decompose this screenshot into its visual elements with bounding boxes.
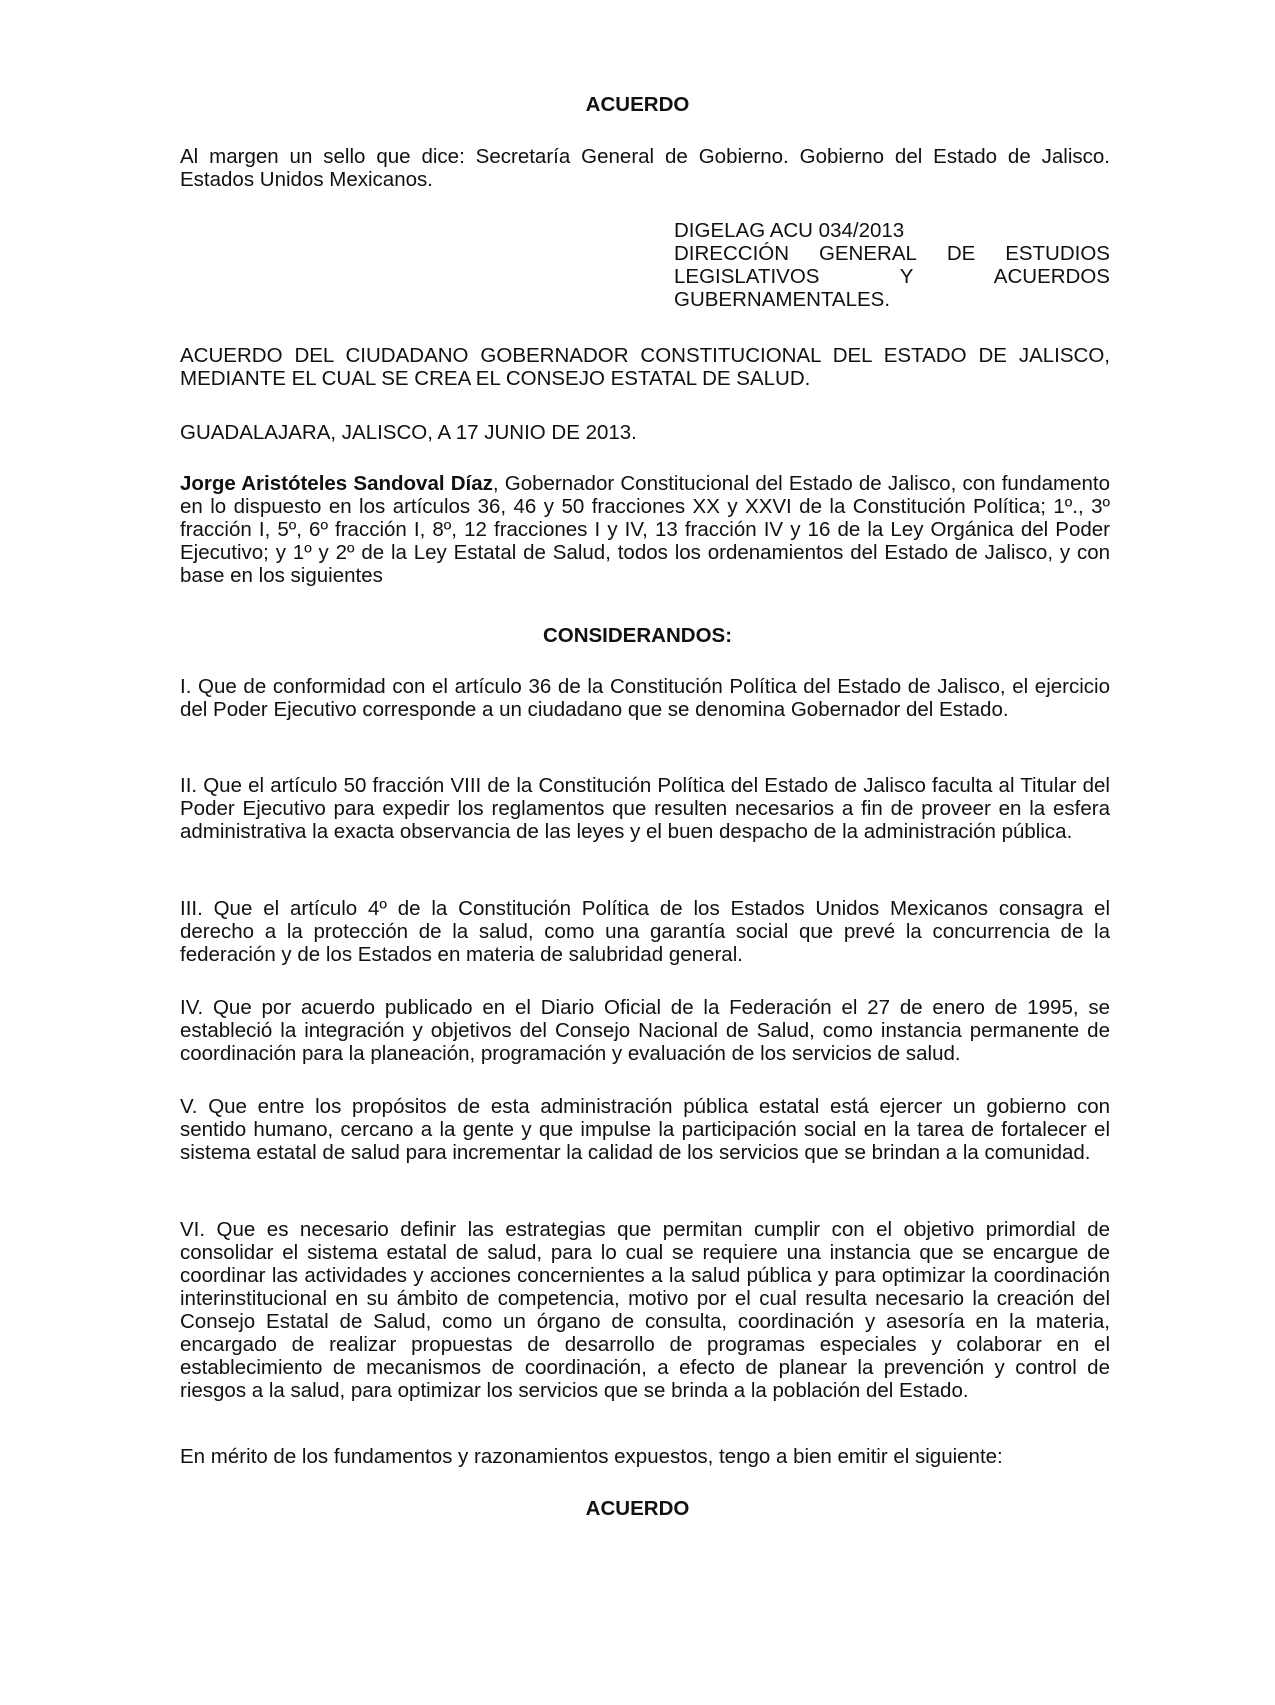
preamble-text: , Gobernador Constitucional del Estado de Jalisco, con fundamento en lo dispuesto en los artículos 36, 46 y 50 fracciones XX y XXVI de la Constitución Política; 1º., 3º fracción I, 5º, 6º fracción I, 8º, 12 fracciones I y IV, 13 fracción IV y 16 de la Ley Orgánica del Poder Ejecutivo; y 1º y 2º de la Ley Estatal de Salud, todos los ordenamientos del Estado de Jalisco, y con base en los siguientes (180, 472, 1110, 587)
reference-line-2: DIRECCIÓN GENERAL DE ESTUDIOS (674, 242, 1110, 265)
heading-acuerdo-bottom: ACUERDO (585, 1497, 690, 1520)
reference-line-4: GUBERNAMENTALES. (674, 288, 891, 311)
considerando-2: II. Que el artículo 50 fracción VIII de la Constitución Política del Estado de Jalisco faculta al Titular del Poder Ejecutivo para expedir los reglamentos que resulten necesarios a fin de proveer en la esfera administrativa la exacta observancia de las leyes y el buen despacho de la administración pública. (180, 774, 1110, 843)
reference-line-3: LEGISLATIVOS Y ACUERDOS (674, 265, 1110, 288)
title-statement: ACUERDO DEL CIUDADANO GOBERNADOR CONSTITUCIONAL DEL ESTADO DE JALISCO, MEDIANTE EL CUAL SE CREA EL CONSEJO ESTATAL DE SALUD. (180, 344, 1110, 390)
preamble (180, 472, 1110, 587)
place-date: GUADALAJARA, JALISCO, A 17 JUNIO DE 2013. (180, 421, 637, 444)
reference-code: DIGELAG ACU 034/2013 (674, 219, 905, 242)
considerando-5: V. Que entre los propósitos de esta administración pública estatal está ejercer un gobierno con sentido humano, cercano a la gente y que impulse la participación social en la tarea de fortalecer el sistema estatal de salud para incrementar la calidad de los servicios que se brindan a la comunidad. (180, 1095, 1110, 1164)
considerando-3: III. Que el artículo 4º de la Constitución Política de los Estados Unidos Mexicanos consagra el derecho a la protección de la salud, como una garantía social que prevé la concurrencia de la federación y de los Estados en materia de salubridad general. (180, 897, 1110, 966)
margin-note: Al margen un sello que dice: Secretaría General de Gobierno. Gobierno del Estado de Jalisco. Estados Unidos Mexicanos. (180, 145, 1110, 191)
reference-block (674, 219, 1110, 311)
considerando-1: I. Que de conformidad con el artículo 36 de la Constitución Política del Estado de Jalisco, el ejercicio del Poder Ejecutivo corresponde a un ciudadano que se denomina Gobernador del Estado. (180, 675, 1110, 721)
considerando-6: VI. Que es necesario definir las estrategias que permitan cumplir con el objetivo primordial de consolidar el sistema estatal de salud, para lo cual se requiere una instancia que se encargue de coordinar las actividades y acciones concernientes a la salud pública y para optimizar la coordinación interinstitucional en su ámbito de competencia, motivo por el cual resulta necesario la creación del Consejo Estatal de Salud, como un órgano de consulta, coordinación y asesoría en la materia, encargado de realizar propuestas de desarrollo de programas especiales y colaborar en el establecimiento de mecanismos de coordinación, a efecto de planear la prevención y control de riesgos a la salud, para optimizar los servicios que se brinda a la población del Estado. (180, 1218, 1110, 1402)
heading-acuerdo-top: ACUERDO (585, 93, 690, 116)
closing-statement: En mérito de los fundamentos y razonamientos expuestos, tengo a bien emitir el siguiente: (180, 1445, 1003, 1468)
considerando-4: IV. Que por acuerdo publicado en el Diario Oficial de la Federación el 27 de enero de 1995, se estableció la integración y objetivos del Consejo Nacional de Salud, como instancia permanente de coordinación para la planeación, programación y evaluación de los servicios de salud. (180, 996, 1110, 1065)
governor-name: Jorge Aristóteles Sandoval Díaz (180, 472, 493, 495)
heading-considerandos: CONSIDERANDOS: (542, 624, 733, 647)
